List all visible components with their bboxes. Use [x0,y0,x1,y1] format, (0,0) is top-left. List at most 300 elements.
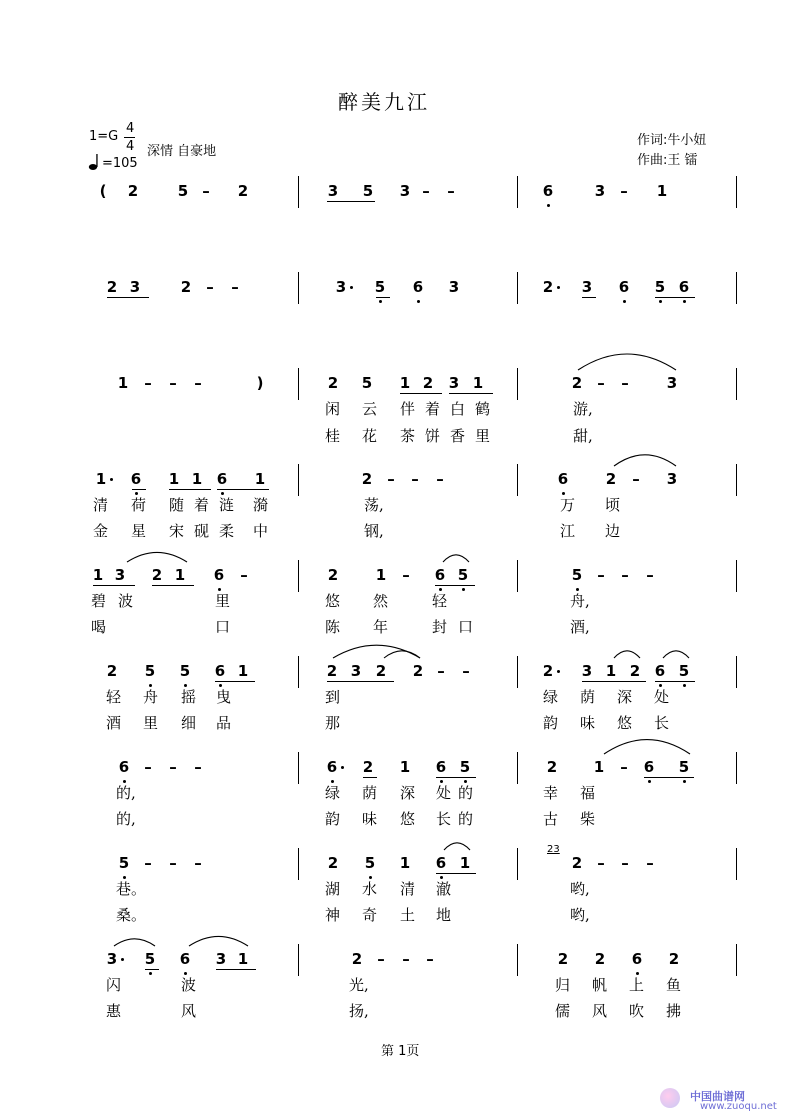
lyric-char: 里 [475,427,491,445]
lyric-char: 江 [560,522,576,540]
low-octave-dot [417,300,420,303]
bar-line [517,176,518,208]
lyric-char: 韵 [325,810,341,828]
bar-line [298,176,299,208]
lyric-char: 清 [93,496,109,514]
lyric-char: 里 [215,592,231,610]
lyric-char: 绿 [325,784,341,802]
lyric-char: 奇 [362,906,378,924]
note: – [597,854,605,872]
note: 6 [435,854,447,872]
note: – [436,470,444,488]
lyric-char: 波 [118,592,134,610]
augmentation-dot [557,286,560,289]
note: 6 [326,758,338,776]
watermark [660,1086,784,1114]
bar-line [517,848,518,880]
note: 2 [361,470,373,488]
time-signature-top: 4 [126,121,135,136]
lyric-char: 钢, [364,522,384,540]
note: 6 [216,470,228,488]
lyric-char: 舟 [143,688,159,706]
note: 3 [350,662,362,680]
lyric-char: 茶 [400,427,416,445]
lyric-char: 扬, [349,1002,369,1020]
lyric-char: 深 [400,784,416,802]
lyric-char: 风 [181,1002,197,1020]
lyric-char: 甜, [573,427,593,445]
low-octave-dot [123,876,126,879]
lyric-char: 巷。 [116,880,147,898]
note: – [620,758,628,776]
note: – [426,950,434,968]
beam-underline [363,777,377,778]
note: 1 [254,470,266,488]
watermark-logo-icon [660,1088,680,1108]
lyric-char: 悠 [617,714,633,732]
low-octave-dot [683,780,686,783]
quarter-note-icon [88,153,102,171]
note: 1 [399,758,411,776]
beam-underline [215,681,255,682]
slur-arc [114,939,155,946]
time-signature-bottom: 4 [126,139,135,154]
bar-line [736,944,737,976]
beam-underline [435,585,475,586]
lyric-char: 韵 [543,714,559,732]
note: – [169,374,177,392]
note: 2 [546,758,558,776]
note: 1 [237,950,249,968]
note: 2 [362,758,374,776]
lyric-char: 的, [116,784,136,802]
composer-credit: 作曲:王 镭 [637,153,698,168]
note: 2 [327,374,339,392]
beam-underline [327,681,394,682]
bar-line [517,944,518,976]
lyric-char: 神 [325,906,341,924]
note: 1 [191,470,203,488]
note: – [462,662,470,680]
lyric-char: 古 [543,810,559,828]
lyric-char: 涟 [219,496,235,514]
lyric-char: 星 [131,522,147,540]
lyric-char: 的, [116,810,136,828]
beam-underline [436,777,476,778]
lyric-char: 水 [362,880,378,898]
lyric-char: 口 [215,618,231,636]
low-octave-dot [149,972,152,975]
slur-arc [578,354,676,370]
note: – [646,854,654,872]
note: 2 [594,950,606,968]
beam-underline [449,393,493,394]
note: 5 [459,758,471,776]
note: 5 [362,182,374,200]
slur-arc [604,740,690,754]
note: – [169,854,177,872]
note: 5 [571,566,583,584]
slur-arc [614,651,640,658]
lyric-char: 花 [362,427,378,445]
beam-underline [152,585,194,586]
lyric-char: 顷 [605,496,621,514]
note: – [144,758,152,776]
note: 2 [605,470,617,488]
lyric-char: 酒 [106,714,122,732]
lyric-char: 喝 [91,618,107,636]
beam-underline [327,201,375,202]
note: 6 [435,758,447,776]
note: – [194,758,202,776]
slur-arc [663,651,689,658]
note: 2 [327,854,339,872]
note: 1 [605,662,617,680]
lyric-char: 荫 [580,688,596,706]
note: – [402,566,410,584]
note: 1 [459,854,471,872]
note: 2 [180,278,192,296]
low-octave-dot [462,588,465,591]
beam-underline [93,585,135,586]
note: 6 [130,470,142,488]
lyric-char: 到 [325,688,341,706]
watermark-brand: 中国曲谱网 [690,1090,745,1103]
bar-line [736,848,737,880]
note: 2 [629,662,641,680]
bar-line [298,272,299,304]
note: 3 [114,566,126,584]
beam-underline [644,777,694,778]
lyric-char: 砚 [194,522,210,540]
beam-underline [132,489,146,490]
low-octave-dot [149,684,152,687]
lyric-char: 碧 [91,592,107,610]
note: 6 [643,758,655,776]
note: 2 [327,566,339,584]
bar-line [736,464,737,496]
lyric-char: 荷 [131,496,147,514]
bar-line [298,752,299,784]
lyric-char: 酒, [570,618,590,636]
note: 1 [174,566,186,584]
augmentation-dot [110,478,113,481]
lyric-char: 舟, [570,592,590,610]
note: 6 [654,662,666,680]
note: 2 [557,950,569,968]
slur-arc [127,552,187,562]
note: – [169,758,177,776]
lyric-char: 上 [629,976,645,994]
augmentation-dot [341,766,344,769]
bar-line [517,272,518,304]
lyric-char: 幸 [543,784,559,802]
note: 3 [666,374,678,392]
beam-underline [376,297,390,298]
lyric-char: 处 [436,784,452,802]
lyric-char: 香 [450,427,466,445]
note: ( [99,182,107,200]
note: 1 [399,854,411,872]
lyric-char: 吹 [629,1002,645,1020]
low-octave-dot [547,204,550,207]
low-octave-dot [439,588,442,591]
note: 6 [214,662,226,680]
bar-line [736,656,737,688]
note: 2 [106,278,118,296]
lyric-char: 深 [617,688,633,706]
note: – [387,470,395,488]
beam-underline [655,297,695,298]
lyric-char: 柔 [219,522,235,540]
low-octave-dot [331,780,334,783]
beam-underline [107,297,149,298]
note: 1 [375,566,387,584]
lyric-char: 鹤 [475,400,491,418]
bar-line [517,464,518,496]
low-octave-dot [219,684,222,687]
song-title: 醉美九江 [338,90,430,114]
beam-underline [582,681,646,682]
low-octave-dot [659,300,662,303]
note: 3 [581,662,593,680]
note: 1 [168,470,180,488]
lyric-char: 口 [458,618,474,636]
note: 2 [668,950,680,968]
low-octave-dot [123,780,126,783]
lyric-char: 着 [194,496,210,514]
lyric-char: 桂 [325,427,341,445]
note: – [194,854,202,872]
lyric-char: 土 [400,906,416,924]
bar-line [298,464,299,496]
lyric-char: 封 [432,618,448,636]
lyric-char: 味 [362,810,378,828]
lyric-char: 边 [605,522,621,540]
low-octave-dot [464,780,467,783]
note: 5 [144,662,156,680]
lyric-char: 清 [400,880,416,898]
note: 5 [177,182,189,200]
bar-line [298,944,299,976]
bar-line [298,560,299,592]
note: – [632,470,640,488]
beam-underline [400,393,442,394]
note: 5 [179,662,191,680]
note: – [621,854,629,872]
lyric-char: 长 [654,714,670,732]
low-octave-dot [562,492,565,495]
lyric-char: 年 [373,618,389,636]
note: – [447,182,455,200]
lyric-char: 悠 [400,810,416,828]
lyric-char: 波 [181,976,197,994]
low-octave-dot [379,300,382,303]
note: – [240,566,248,584]
low-octave-dot [221,492,224,495]
low-octave-dot [683,684,686,687]
note: 5 [678,662,690,680]
note: 2 [326,662,338,680]
bar-line [517,560,518,592]
lyric-char: 哟, [570,880,590,898]
low-octave-dot [184,684,187,687]
lyric-char: 悠 [325,592,341,610]
lyric-char: 白 [450,400,466,418]
note: 6 [434,566,446,584]
note: 2 [127,182,139,200]
lyric-char: 着 [425,400,441,418]
low-octave-dot [648,780,651,783]
note: 2 [542,662,554,680]
note: 2 [351,950,363,968]
bar-line [298,656,299,688]
lyric-char: 曳 [216,688,232,706]
slur-arc [384,651,420,658]
lyric-char: 摇 [181,688,197,706]
lyric-char: 桑。 [116,906,147,924]
slur-arc [333,645,420,658]
note: – [377,950,385,968]
beam-underline [655,681,695,682]
note: 6 [542,182,554,200]
lyric-char: 里 [143,714,159,732]
note: 1 [95,470,107,488]
bar-line [736,176,737,208]
note: 3 [594,182,606,200]
lyric-char: 万 [560,496,576,514]
note: – [597,566,605,584]
lyric-char: 的 [458,784,474,802]
note: 6 [631,950,643,968]
note: 2 [571,374,583,392]
lyric-char: 荡, [364,496,384,514]
lyric-char: 那 [325,714,341,732]
low-octave-dot [440,876,443,879]
low-octave-dot [576,588,579,591]
lyric-char: 绿 [543,688,559,706]
note: 5 [144,950,156,968]
note: – [144,854,152,872]
note: – [206,278,214,296]
beam-underline [145,969,159,970]
note: – [411,470,419,488]
note: 1 [399,374,411,392]
note: 5 [364,854,376,872]
note: 3 [335,278,347,296]
lyric-char: 中 [253,522,269,540]
note: 2 [412,662,424,680]
lyric-char: 细 [181,714,197,732]
lyric-char: 福 [580,784,596,802]
lyric-char: 柴 [580,810,596,828]
augmentation-dot [350,286,353,289]
note: 5 [374,278,386,296]
beam-underline [436,873,476,874]
note: – [621,566,629,584]
lyric-char: 品 [216,714,232,732]
lyric-char: 光, [349,976,369,994]
note: 2 [542,278,554,296]
note: 2 [571,854,583,872]
augmentation-dot [121,958,124,961]
bar-line [298,848,299,880]
grace-note: 23 [547,844,560,855]
lyric-char: 金 [93,522,109,540]
beam-underline [217,489,269,490]
lyric-char: 味 [580,714,596,732]
lyric-char: 归 [555,976,571,994]
note: 5 [457,566,469,584]
lyric-char: 湖 [325,880,341,898]
lyric-char: 游, [573,400,593,418]
lyric-char: 随 [169,496,185,514]
note: 3 [129,278,141,296]
lyric-char: 地 [436,906,452,924]
note: 6 [118,758,130,776]
lyric-char: 闲 [325,400,341,418]
lyric-char: 的 [458,810,474,828]
low-octave-dot [636,972,639,975]
note: 5 [118,854,130,872]
lyric-char: 荫 [362,784,378,802]
lyricist-credit: 作词:牛小妞 [637,133,707,148]
note: – [402,950,410,968]
lyric-char: 伴 [400,400,416,418]
bar-line [736,272,737,304]
slur-arc [444,843,470,850]
lyric-char: 云 [362,400,378,418]
bar-line [298,368,299,400]
augmentation-dot [557,670,560,673]
note: 2 [106,662,118,680]
bar-line [736,752,737,784]
lyric-char: 拂 [666,1002,682,1020]
note: 6 [618,278,630,296]
low-octave-dot [440,780,443,783]
note: 3 [448,278,460,296]
lyric-char: 闪 [106,976,122,994]
note: 5 [678,758,690,776]
note: 1 [117,374,129,392]
note: 1 [656,182,668,200]
note: – [202,182,210,200]
lyric-char: 饼 [425,427,441,445]
note: 1 [92,566,104,584]
beam-underline [169,489,211,490]
lyric-char: 哟, [570,906,590,924]
note: 6 [213,566,225,584]
note: – [646,566,654,584]
bar-line [736,560,737,592]
bar-line [736,368,737,400]
note: 3 [215,950,227,968]
note: 2 [237,182,249,200]
note: – [621,374,629,392]
lyric-char: 惠 [106,1002,122,1020]
key-signature: 1=G [89,129,119,144]
lyric-char: 帆 [592,976,608,994]
note: 3 [399,182,411,200]
note: – [620,182,628,200]
lyric-char: 风 [592,1002,608,1020]
note: – [231,278,239,296]
page-number: 第 1页 [381,1044,420,1059]
slur-arc [443,555,469,562]
lyric-char: 处 [654,688,670,706]
lyric-char: 轻 [106,688,122,706]
note: 6 [557,470,569,488]
